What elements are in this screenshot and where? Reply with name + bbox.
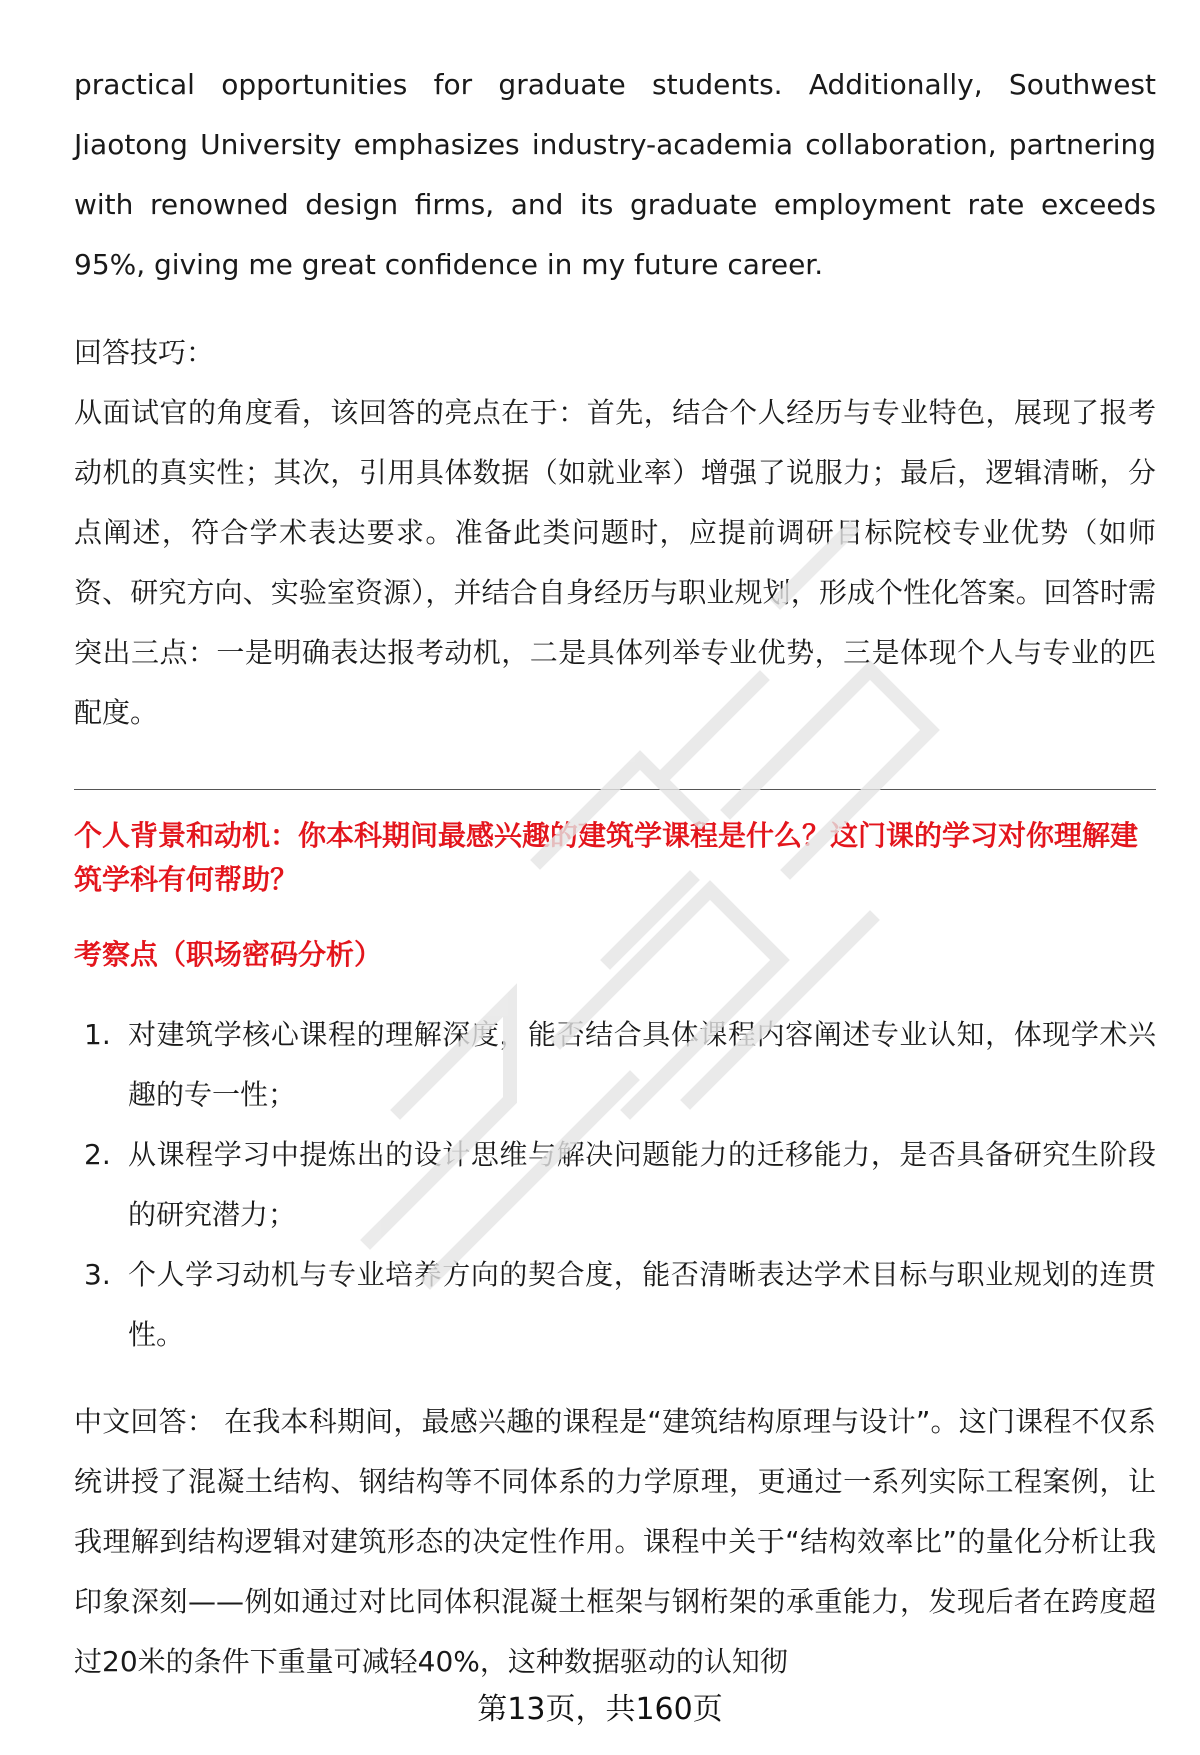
list-item-text: 个人学习动机与专业培养方向的契合度，能否清晰表达学术目标与职业规划的连贯性。 xyxy=(128,1258,1156,1351)
list-item-text: 对建筑学核心课程的理解深度，能否结合具体课程内容阐述专业认知，体现学术兴趣的专一性； xyxy=(128,1018,1156,1111)
section-divider xyxy=(74,789,1156,790)
list-item xyxy=(74,1125,1156,1245)
list-item-number: 1. xyxy=(84,1018,111,1051)
points-list xyxy=(74,1005,1156,1365)
list-item-number: 2. xyxy=(84,1138,111,1171)
tips-title: 回答技巧： xyxy=(74,336,215,369)
list-item-number: 3. xyxy=(84,1258,111,1291)
intro-paragraph: practical opportunities for graduate students. Additionally, Southwest Jiaotong University emphasizes industry-academia collaboration, partnering with renowned design firms, and its graduate employment rate exceeds 95%, giving me great confidence in my future career. xyxy=(74,68,1156,281)
points-title: 考察点（职场密码分析） xyxy=(74,938,383,971)
list-item-text: 从课程学习中提炼出的设计思维与解决问题能力的迁移能力，是否具备研究生阶段的研究潜力； xyxy=(128,1138,1156,1231)
page-footer: 第13页，共160页 xyxy=(477,1692,723,1727)
list-item xyxy=(74,1245,1156,1365)
tips-body: 从面试官的角度看，该回答的亮点在于：首先，结合个人经历与专业特色，展现了报考动机的真实性；其次，引用具体数据（如就业率）增强了说服力；最后，逻辑清晰，分点阐述，符合学术表达要求。准备此类问题时，应提前调研目标院校专业优势（如师资、研究方向、实验室资源），并结合自身经历与职业规划，形成个性化答案。回答时需突出三点：一是明确表达报考动机，二是具体列举专业优势，三是体现个人与专业的匹配度。 xyxy=(74,396,1156,729)
list-item xyxy=(74,1005,1156,1125)
answer-paragraph: 中文回答： 在我本科期间，最感兴趣的课程是“建筑结构原理与设计”。这门课程不仅系统讲授了混凝土结构、钢结构等不同体系的力学原理，更通过一系列实际工程案例，让我理解到结构逻辑对建筑形态的决定性作用。课程中关于“结构效率比”的量化分析让我印象深刻——例如通过对比同体积混凝土框架与钢桁架的承重能力，发现后者在跨度超过20米的条件下重量可减轻40%，这种数据驱动的认知彻 xyxy=(74,1405,1156,1678)
question-heading: 个人背景和动机：你本科期间最感兴趣的建筑学课程是什么？这门课的学习对你理解建筑学科有何帮助？ xyxy=(74,819,1139,896)
